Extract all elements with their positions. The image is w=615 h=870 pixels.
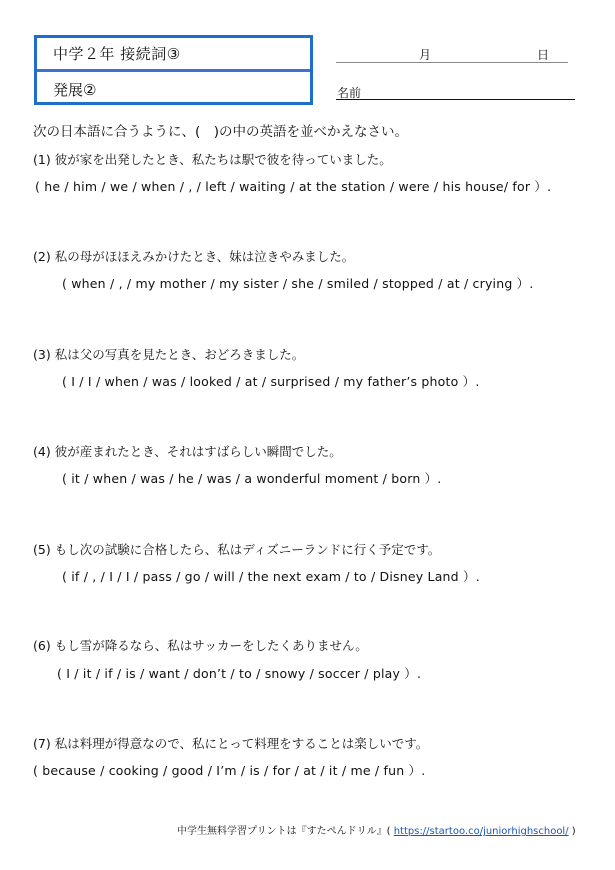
worksheet-subtitle: 発展② [53, 81, 97, 99]
question-number: (1) [33, 152, 51, 167]
footer [177, 822, 576, 837]
name-line [336, 99, 575, 100]
question-6-japanese [33, 636, 368, 654]
question-number: (6) [33, 638, 51, 653]
question-text: 彼が産まれたとき、それはすばらしい瞬間でした。 [54, 444, 342, 459]
question-4-words: ( it / when / was / he / was / a wonderful moment / born ）. [62, 471, 442, 486]
footer-close: ) [571, 826, 576, 837]
question-text: 私は父の写真を見たとき、おどろきました。 [54, 347, 305, 362]
question-6-words: ( I / it / if / is / want / don’t / to / snowy / soccer / play ）. [57, 666, 422, 681]
question-number: (3) [33, 347, 51, 362]
date-line [336, 62, 568, 63]
instruction: 次の日本語に合うように、( )の中の英語を並べかえなさい。 [33, 124, 409, 140]
question-5-words: ( if / , / I / I / pass / go / will / the next exam / to / Disney Land ）. [62, 569, 480, 584]
question-text: もし雪が降るなら、私はサッカーをしたくありません。 [54, 638, 368, 653]
name-label: 名前 [337, 86, 362, 100]
worksheet-title: 中学２年 接続詞③ [53, 45, 181, 63]
question-7-words: ( because / cooking / good / I’m / is / for / at / it / me / fun ）. [33, 763, 426, 778]
question-text: もし次の試験に合格したら、私はディズニーランドに行く予定です。 [54, 542, 441, 557]
title-box [34, 35, 313, 105]
question-text: 私は料理が得意なので、私にとって料理をすることは楽しいです。 [54, 736, 429, 751]
question-3-words: ( I / I / when / was / looked / at / surprised / my father’s photo ）. [62, 374, 480, 389]
footer-link[interactable]: https://startoo.co/juniorhighschool/ [393, 826, 569, 837]
question-4-japanese [33, 442, 342, 460]
question-7-japanese [33, 734, 428, 752]
title-row [37, 38, 310, 72]
question-5-japanese [33, 540, 440, 558]
question-1-japanese [33, 150, 392, 168]
question-number: (2) [33, 249, 51, 264]
question-number: (7) [33, 736, 51, 751]
day-label: 日 [537, 48, 550, 62]
question-1-words: ( he / him / we / when / , / left / waiting / at the station / were / his house/ for ）. [35, 179, 552, 194]
question-2-japanese [33, 247, 354, 265]
question-2-words: ( when / , / my mother / my sister / she / smiled / stopped / at / crying ）. [62, 276, 534, 291]
footer-text: 中学生無料学習プリントは『すたぺんドリル』( [177, 826, 391, 837]
question-text: 彼が家を出発したとき、私たちは駅で彼を待っていました。 [54, 152, 392, 167]
question-3-japanese [33, 345, 304, 363]
question-number: (4) [33, 444, 51, 459]
month-label: 月 [419, 48, 432, 62]
question-number: (5) [33, 542, 51, 557]
question-text: 私の母がほほえみかけたとき、妹は泣きやみました。 [54, 249, 355, 264]
